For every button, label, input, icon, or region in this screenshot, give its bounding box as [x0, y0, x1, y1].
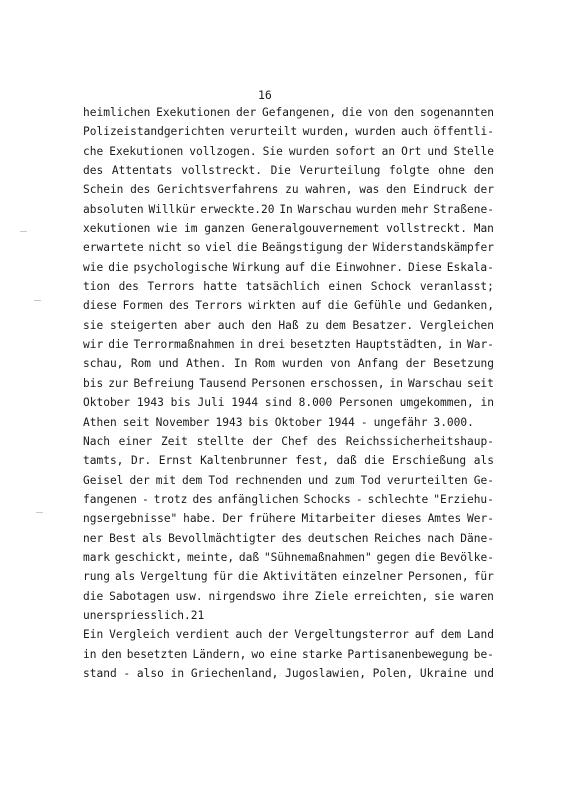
word: besetzten: [290, 338, 351, 352]
word: meinte,: [186, 550, 235, 564]
word: Terrors: [195, 299, 243, 313]
word: des: [316, 434, 338, 448]
word: ohne: [438, 164, 466, 178]
word: gegen: [376, 550, 411, 564]
word: vollstreckt.: [386, 222, 467, 236]
word: als: [141, 531, 163, 545]
word: Polen,: [372, 666, 414, 680]
word: Diese: [408, 260, 442, 274]
word: Reichssicherheitshaup-: [345, 434, 494, 448]
word: seit: [122, 415, 150, 429]
word: der: [473, 183, 494, 197]
word: fangenen: [83, 492, 137, 506]
word: Exekutionen: [109, 144, 184, 158]
word: die: [237, 241, 258, 255]
body-text: [83, 103, 494, 683]
word: Die: [270, 164, 291, 178]
word: verdient: [175, 628, 230, 642]
word: hatte: [203, 280, 237, 294]
word: Ge-: [473, 473, 494, 487]
word: Sabotagen: [109, 589, 170, 603]
word: die: [341, 106, 363, 119]
word: verurteilten: [386, 473, 468, 487]
word: Bevölke-: [440, 550, 494, 564]
word: mehr: [401, 202, 429, 216]
word: Widerstandskämpfer: [372, 241, 494, 255]
word: einer: [118, 434, 153, 448]
word: an: [381, 144, 396, 158]
word: so: [186, 241, 201, 255]
word: Personen: [251, 376, 306, 390]
word: Haß: [278, 318, 299, 332]
word: zum: [334, 473, 355, 487]
word: von: [330, 357, 351, 371]
word: in: [480, 396, 494, 410]
word: die: [364, 454, 385, 468]
word: Formen: [122, 299, 164, 313]
word: Kaltenbrunner: [200, 454, 288, 468]
text-line: [83, 238, 494, 257]
text-line: [83, 142, 494, 161]
word: steigerten: [109, 318, 178, 332]
word: 1943: [136, 396, 164, 410]
word: in: [448, 338, 462, 352]
word: zur: [108, 376, 129, 390]
word: wie: [83, 260, 104, 274]
word: Erschießung: [392, 454, 467, 468]
word: Polizeistandgerichten: [83, 125, 225, 139]
text-line: [83, 432, 494, 451]
text-line: [83, 413, 494, 432]
word: wurden: [282, 357, 323, 371]
word: viel: [205, 241, 233, 255]
word: des: [130, 183, 151, 197]
word: Schein: [83, 183, 124, 197]
word: Einwohner.: [335, 260, 403, 274]
word: Generalgouvernement: [251, 222, 380, 236]
word: des: [83, 164, 104, 178]
word: xekutionen: [83, 222, 151, 236]
text-line: [83, 645, 494, 664]
word: Oktober: [274, 415, 322, 429]
word: erreichten,: [354, 589, 429, 603]
word: absoluten: [83, 202, 144, 216]
word: rung: [83, 570, 110, 584]
word: Athen: [83, 415, 117, 429]
word: und: [158, 357, 179, 371]
word: ngsergebnisse": [83, 512, 178, 526]
text-line: [83, 587, 494, 606]
word: Partisanenbewegung: [347, 647, 469, 661]
word: nirgendswo: [208, 589, 276, 603]
word: Besetzung: [433, 357, 494, 371]
word: auf: [285, 260, 306, 274]
word: Stelle: [453, 144, 494, 158]
word: die: [108, 338, 129, 352]
word: den: [101, 647, 122, 661]
word: öffentli-: [433, 125, 494, 139]
text-line: [83, 180, 494, 199]
word: für: [473, 570, 494, 584]
word: -: [123, 666, 131, 680]
word: Geisel: [83, 473, 124, 487]
word: Chef: [281, 434, 309, 448]
word: Amtes: [427, 512, 462, 526]
word: Schock: [370, 280, 412, 294]
word: wirkten: [248, 299, 296, 313]
word: Befreiung: [133, 376, 195, 390]
word: rechnenden: [234, 473, 302, 487]
word: die: [310, 260, 331, 274]
word: wurden,: [302, 125, 350, 139]
word: sie: [434, 589, 455, 603]
word: einen: [328, 280, 363, 294]
word: und: [473, 666, 494, 680]
word: -: [355, 492, 363, 506]
word: War-: [466, 338, 494, 352]
text-line: [83, 509, 494, 528]
word: Besatzer.: [352, 318, 414, 332]
word: ganzen: [204, 222, 245, 236]
word: erschossen,: [310, 376, 385, 390]
word: waren: [460, 589, 494, 603]
word: die: [108, 260, 129, 274]
word: Tod: [360, 473, 381, 487]
word: mit: [155, 473, 176, 487]
word: Schocks: [303, 492, 351, 506]
word: Gefangenen,: [262, 106, 337, 119]
text-line: [83, 258, 494, 277]
word: frühere: [248, 512, 296, 526]
word: zu: [285, 183, 299, 197]
word: im: [184, 222, 198, 236]
word: ner: [83, 531, 104, 545]
word: Terrormaßnahmen: [133, 338, 235, 352]
word: den: [386, 183, 407, 197]
margin-mark: [36, 512, 43, 513]
text-line: [83, 374, 494, 393]
word: Land: [466, 628, 494, 642]
word: wurden: [355, 125, 396, 139]
word: starke: [301, 647, 343, 661]
word: Aktivitäten: [263, 570, 338, 584]
word: auch: [401, 125, 428, 139]
word: "Sühnemaßnahmen": [263, 550, 372, 564]
word: seit: [466, 376, 494, 390]
word: und: [308, 473, 329, 487]
word: Wer-: [467, 512, 494, 526]
word: wahren,: [305, 183, 353, 197]
word: wir: [83, 338, 104, 352]
word: In: [279, 202, 293, 216]
word: der: [405, 357, 426, 371]
word: auf: [414, 628, 435, 642]
word: was: [359, 183, 380, 197]
word: für: [212, 570, 233, 584]
word: Ernst: [158, 454, 193, 468]
word: be-: [473, 647, 494, 661]
word: und: [407, 299, 428, 313]
word: dieses: [381, 512, 422, 526]
word: bis: [83, 376, 104, 390]
word: Vergleichen: [419, 318, 494, 332]
word: Personen: [339, 396, 393, 410]
word: Reiches: [374, 531, 422, 545]
word: in: [170, 666, 185, 680]
text-line: [83, 103, 494, 122]
word: einzelner: [342, 570, 403, 584]
word: wurden: [288, 144, 330, 158]
word: sofort: [335, 144, 376, 158]
word: 3.000.: [433, 415, 474, 429]
word: deutschen: [307, 531, 369, 545]
word: heimlichen: [83, 106, 151, 119]
word: unerspriesslich.21: [83, 608, 205, 622]
word: erweckte.20: [200, 202, 275, 216]
word: des: [169, 299, 190, 313]
word: In: [233, 357, 248, 371]
word: des: [192, 492, 213, 506]
text-line: [83, 200, 494, 219]
text-line: [83, 490, 494, 509]
word: schlechte: [367, 492, 429, 506]
word: Tausend: [199, 376, 247, 390]
word: mark: [83, 550, 110, 564]
word: der: [129, 473, 150, 487]
word: in: [389, 376, 403, 390]
text-line: [83, 161, 494, 180]
word: auf: [301, 299, 322, 313]
text-line: [83, 316, 494, 335]
word: des: [281, 531, 302, 545]
word: und: [427, 144, 448, 158]
word: den: [251, 318, 272, 332]
text-line: [83, 219, 494, 238]
word: zu: [305, 318, 319, 332]
text-line: [83, 625, 494, 644]
text-line: [83, 393, 494, 412]
word: Personen,: [408, 570, 469, 584]
word: Griechenland,: [190, 666, 279, 680]
margin-mark: [34, 300, 41, 301]
word: als: [473, 454, 494, 468]
word: Warschau: [297, 202, 352, 216]
word: "Erziehu-: [433, 492, 494, 506]
word: tamts,: [83, 454, 124, 468]
word: Warschau: [408, 376, 462, 390]
word: Ländern,: [192, 647, 247, 661]
word: Mitarbeiter: [301, 512, 376, 526]
word: 8.000: [298, 396, 333, 410]
word: Attentats: [111, 164, 173, 178]
word: die: [415, 550, 436, 564]
text-line: [83, 354, 494, 373]
word: Wirkung: [232, 260, 281, 274]
word: che: [83, 144, 104, 158]
word: erwartete: [83, 241, 144, 255]
word: Oktober: [83, 396, 131, 410]
word: wie: [157, 222, 178, 236]
word: ungefähr: [373, 415, 428, 429]
word: trotz: [153, 492, 188, 506]
word: in: [239, 338, 254, 352]
word: die: [327, 299, 348, 313]
word: verurteilt: [229, 125, 298, 139]
word: Gefühle: [353, 299, 402, 313]
word: Ort: [401, 144, 422, 158]
word: eine: [269, 647, 297, 661]
word: aber: [184, 318, 211, 332]
word: fest,: [295, 454, 329, 468]
word: Hauptstädten,: [355, 338, 444, 352]
word: Eskala-: [446, 260, 494, 274]
word: der: [347, 241, 368, 255]
word: daß: [238, 550, 260, 564]
word: Willkür: [148, 202, 196, 216]
word: auch: [217, 318, 245, 332]
word: veranlasst;: [419, 280, 494, 294]
word: auch: [235, 628, 263, 642]
word: geschickt,: [114, 550, 183, 564]
word: Anfang: [357, 357, 399, 371]
word: der: [236, 106, 257, 119]
word: Zeit: [160, 434, 188, 448]
word: -: [360, 415, 368, 429]
word: Bevollmächtigter: [168, 531, 276, 545]
text-line: [83, 529, 494, 548]
word: den: [473, 164, 494, 178]
word: wurden: [356, 202, 397, 216]
word: sogenannten: [419, 106, 494, 119]
word: Ukraine: [419, 666, 467, 680]
word: bis: [170, 396, 191, 410]
word: in: [83, 647, 97, 661]
word: vollzogen.: [189, 144, 257, 158]
word: stand: [83, 666, 117, 680]
word: Eindruck: [413, 183, 467, 197]
page-number: 16: [258, 88, 272, 102]
word: folgte: [389, 164, 430, 178]
word: Man: [473, 222, 494, 236]
word: die: [83, 589, 104, 603]
word: umgekommen,: [399, 396, 474, 410]
word: von: [367, 106, 389, 119]
text-line: [83, 122, 494, 141]
word: Sie: [262, 144, 283, 158]
text-line: [83, 296, 494, 315]
word: Rom: [254, 357, 276, 371]
word: Ziele: [314, 589, 349, 603]
text-line: [83, 277, 494, 296]
word: Vergleich: [109, 628, 170, 642]
word: daß: [336, 454, 357, 468]
word: Der: [222, 512, 243, 526]
word: usw.: [175, 589, 203, 603]
word: November: [155, 415, 210, 429]
word: dem: [440, 628, 462, 642]
word: Däne-: [460, 531, 494, 545]
word: tatsächlich: [245, 280, 320, 294]
word: psychologische: [133, 260, 228, 274]
word: Beängstigung: [262, 241, 343, 255]
word: 1944: [327, 415, 355, 429]
word: 1944: [231, 396, 259, 410]
text-line: [83, 664, 494, 683]
word: Terrors: [147, 280, 195, 294]
word: nicht: [148, 241, 183, 255]
word: Gedanken,: [433, 299, 494, 313]
word: stellte: [196, 434, 244, 448]
word: Vergeltungsterror: [294, 628, 409, 642]
word: sind: [264, 396, 292, 410]
word: drei: [258, 338, 286, 352]
word: die: [237, 570, 259, 584]
word: der: [268, 628, 289, 642]
word: wo: [251, 647, 265, 661]
word: als: [115, 570, 136, 584]
word: bis: [248, 415, 269, 429]
word: Gerichtsverfahrens: [157, 183, 279, 197]
word: Best: [109, 531, 137, 545]
word: Rom: [130, 357, 152, 371]
word: also: [136, 666, 164, 680]
text-line: [83, 471, 494, 490]
word: Verurteilung: [299, 164, 381, 178]
word: schau,: [83, 357, 124, 371]
text-line: [83, 451, 494, 470]
word: ihre: [281, 589, 309, 603]
word: Ein: [83, 628, 104, 642]
word: dem: [325, 318, 346, 332]
word: Tod: [208, 473, 229, 487]
word: der: [252, 434, 273, 448]
word: Straßene-: [433, 202, 494, 216]
word: Nach: [83, 434, 110, 448]
word: tion: [83, 280, 110, 294]
word: den: [393, 106, 415, 119]
word: Jugoslawien,: [285, 666, 366, 680]
word: vollstreckt.: [181, 164, 262, 178]
word: Vergeltung: [140, 570, 208, 584]
word: Exekutionen: [156, 106, 231, 119]
word: Dr.: [131, 454, 152, 468]
text-line: [83, 606, 494, 625]
margin-mark: [20, 231, 27, 232]
word: diese: [83, 299, 117, 313]
word: 1943: [215, 415, 243, 429]
word: -: [141, 492, 149, 506]
word: Athen.: [186, 357, 227, 371]
word: dem: [182, 473, 203, 487]
word: besetzten: [126, 647, 188, 661]
text-line: [83, 548, 494, 567]
word: des: [118, 280, 139, 294]
text-line: [83, 567, 494, 586]
word: habe.: [183, 512, 217, 526]
text-line: [83, 335, 494, 354]
word: nach: [427, 531, 455, 545]
word: Juli: [197, 396, 225, 410]
word: anfänglichen: [217, 492, 299, 506]
word: sie: [83, 318, 104, 332]
